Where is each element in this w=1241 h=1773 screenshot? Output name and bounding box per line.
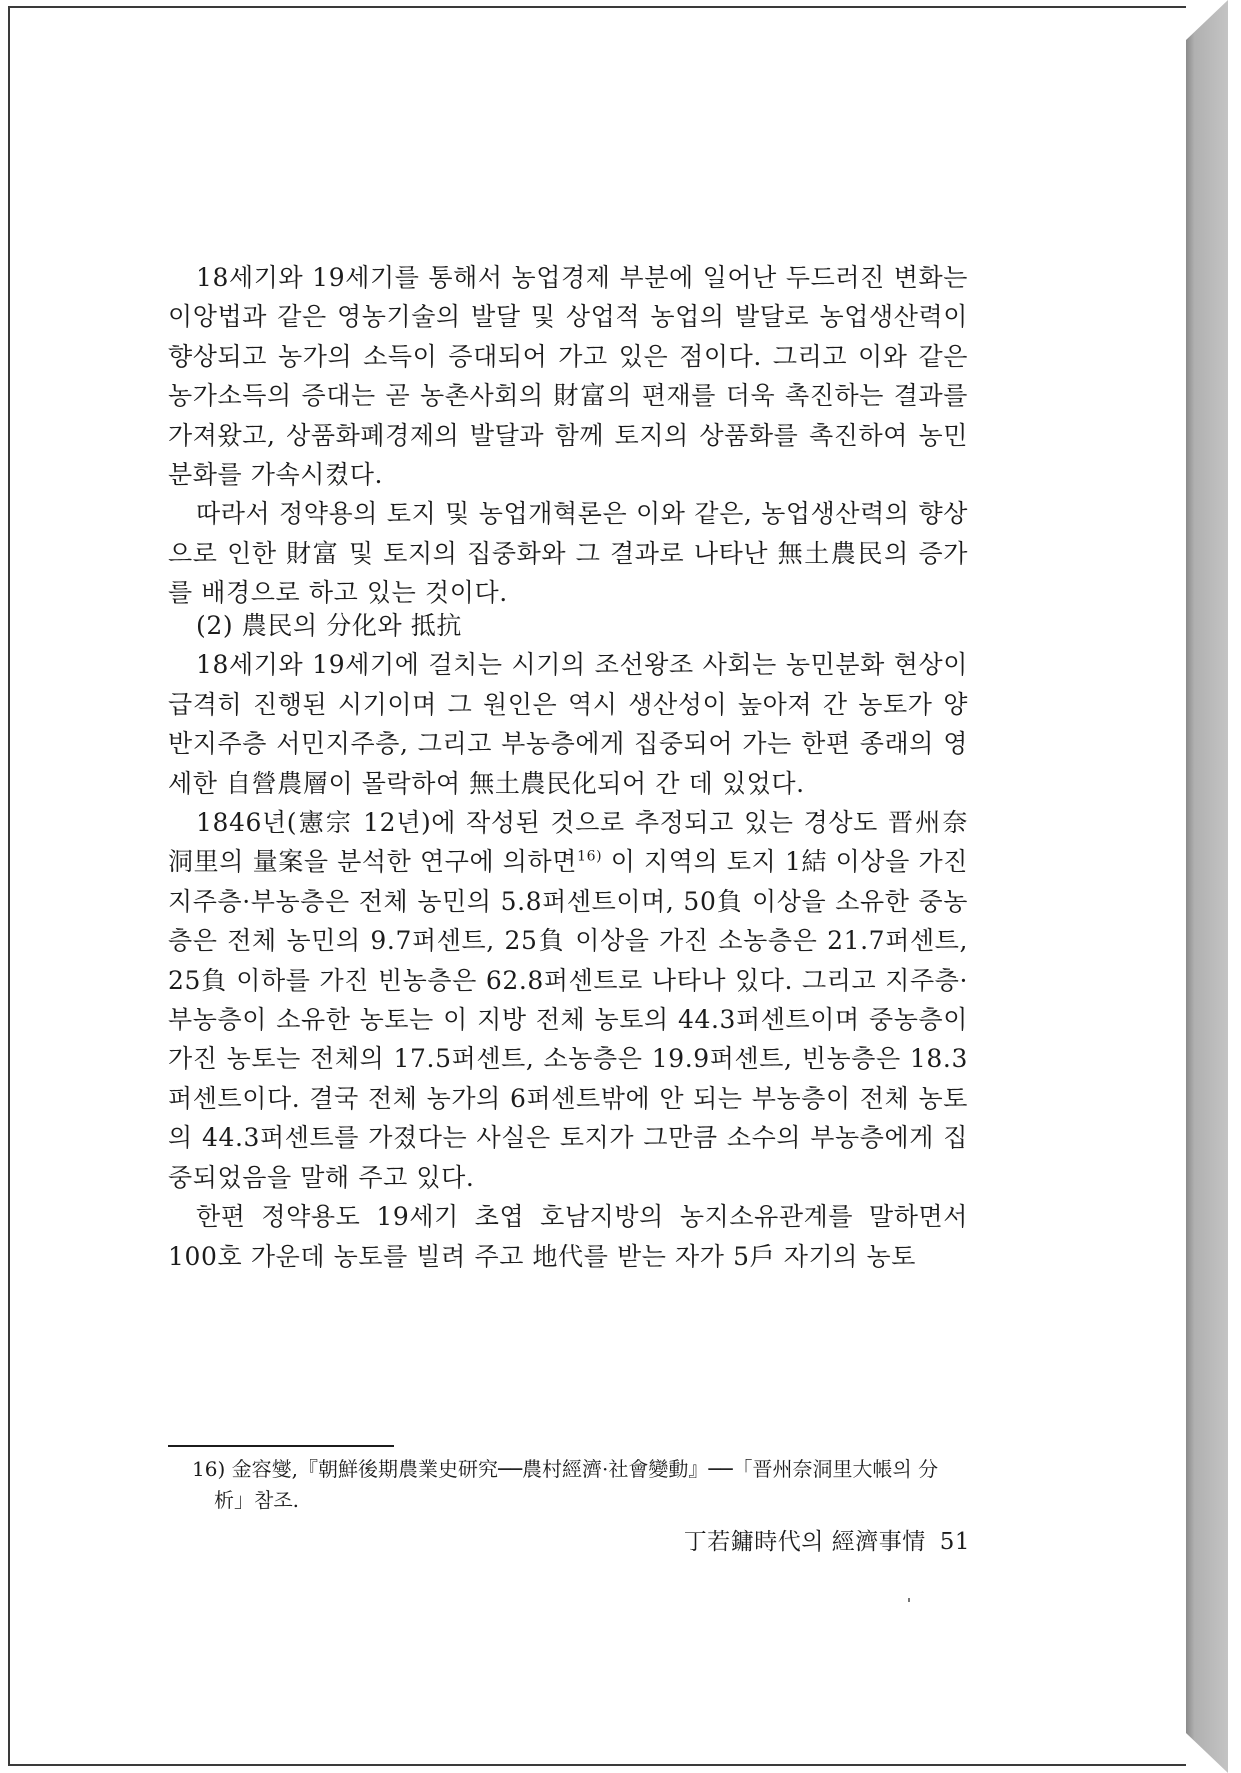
page-number: 51 (939, 1529, 970, 1555)
paragraph-4-text-b: 이 지역의 토지 1結 이상을 가진 지주층·부농층은 전체 농민의 5.8퍼센트이며, 50負 이상을 소유한 중농층은 전체 농민의 9.7퍼센트, 25負 이상을 가진 소농층은 21.7퍼센트, 25負 이하를 가진 빈농층은 62.8퍼센트로 나타나 있다. 그리고 지주층·부농층이 소유한 농토는 이 지방 전체 농토의 44.3퍼센트이며 중농층이 가진 농토는 전체의 17.5퍼센트, 소농층은 19.9퍼센트, 빈농층은 18.3퍼센트이다. 결국 전체 농가의 6퍼센트밖에 안 되는 부농층이 전체 농토의 44.3퍼센트를 가졌다는 사실은 토지가 그만큼 소수의 부농층에게 집중되었음을 말해 주고 있다. (168, 847, 968, 1192)
paragraph-1: 18세기와 19세기를 통해서 농업경제 부분에 일어난 두드러진 변화는 이앙법과 같은 영농기술의 발달 및 상업적 농업의 발달로 농업생산력이 향상되고 농가의 소득이 증대되어 가고 있은 점이다. 그리고 이와 같은 농가소득의 증대는 곧 농촌사회의 財富의 편재를 더욱 촉진하는 결과를 가져왔고, 상품화폐경제의 발달과 함께 토지의 상품화를 촉진하여 농민분화를 가속시켰다. (168, 263, 968, 490)
section-heading: (2) 農民의 分化와 抵抗 (196, 611, 462, 640)
section-2 (168, 606, 968, 1276)
running-title: 丁若鏞時代의 經濟事情 (683, 1529, 926, 1555)
book-page-edge (1186, 0, 1228, 1773)
paragraph-4-text-a: 1846년(憲宗 12년)에 작성된 것으로 추정되고 있는 경상도 晋州奈洞里의 量案을 분석한 연구에 의하면 (168, 808, 968, 877)
paragraph-5: 한편 정약용도 19세기 초엽 호남지방의 농지소유관계를 말하면서 100호 가운데 농토를 빌려 주고 地代를 받는 자가 5戶 자기의 농토 (168, 1202, 968, 1271)
paragraph-3: 18세기와 19세기에 걸치는 시기의 조선왕조 사회는 농민분화 현상이 급격히 진행된 시기이며 그 원인은 역시 생산성이 높아져 간 농토가 양반지주층 서민지주층, 그리고 부농층에게 집중되어 가는 한편 종래의 영세한 自營農層이 몰락하여 無土農民化되어 간 데 있었다. (168, 650, 968, 798)
paragraph-2: 따라서 정약용의 토지 및 농업개혁론은 이와 같은, 농업생산력의 향상으로 인한 財富 및 토지의 집중화와 그 결과로 나타난 無土農民의 증가를 배경으로 하고 있는 것이다. (168, 499, 968, 608)
paragraph-4 (168, 803, 968, 1197)
scan-speck (908, 1598, 910, 1602)
footnote-reference: 16) (577, 849, 603, 866)
footnote: 16) 金容燮,『朝鮮後期農業史研究──農村經濟·社會變動』──「晋州奈洞里大帳의 分析」참조. (192, 1457, 939, 1512)
page-footer (640, 1526, 970, 1558)
body-text (168, 258, 968, 613)
footnote-divider (168, 1445, 394, 1447)
